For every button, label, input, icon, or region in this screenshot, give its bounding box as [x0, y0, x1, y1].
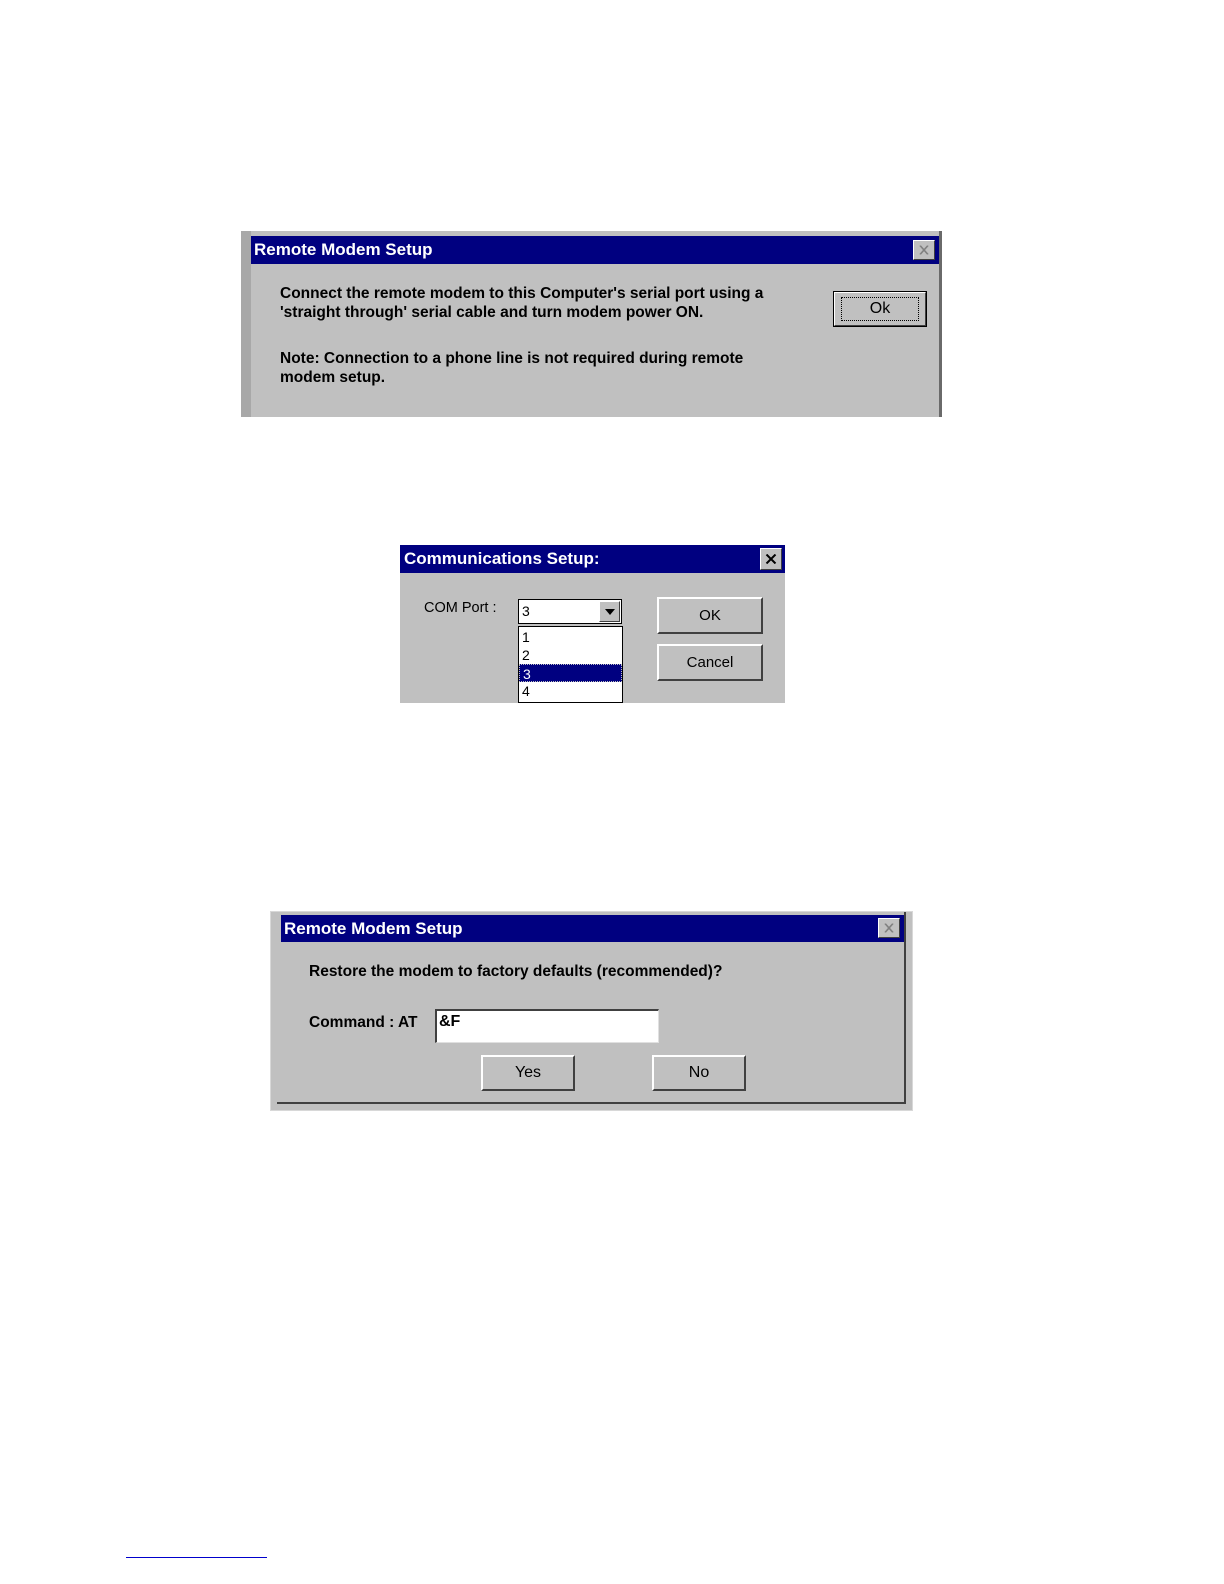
no-button[interactable]	[652, 1055, 746, 1091]
note-line-2: modem setup.	[280, 369, 386, 386]
remote-modem-setup-dialog	[241, 231, 942, 417]
dialog-title: Communications Setup:	[404, 549, 600, 568]
no-button-label: No	[688, 1064, 710, 1081]
message-line-1: Connect the remote modem to this Computer's serial port using a	[280, 285, 764, 302]
yes-button[interactable]	[481, 1055, 575, 1091]
factory-defaults-dialog	[270, 911, 913, 1111]
com-port-option-4[interactable]: 4	[522, 683, 530, 699]
com-port-option-2[interactable]: 2	[522, 647, 530, 663]
close-icon	[884, 924, 894, 933]
ok-button[interactable]	[833, 291, 927, 327]
close-icon	[766, 554, 777, 564]
com-port-option-3[interactable]: 3	[519, 664, 622, 682]
close-button[interactable]	[913, 240, 935, 260]
question-text: Restore the modem to factory defaults (recommended)?	[309, 963, 723, 980]
dialog-title: Remote Modem Setup	[284, 919, 463, 938]
com-port-select[interactable]	[518, 599, 622, 624]
title-bar	[281, 915, 904, 942]
cancel-button[interactable]	[657, 644, 763, 681]
com-port-label: COM Port :	[424, 600, 497, 616]
note-line-1: Note: Connection to a phone line is not required during remote	[280, 350, 744, 367]
dropdown-button[interactable]	[599, 601, 620, 622]
cancel-button-label: Cancel	[686, 654, 734, 671]
yes-button-label: Yes	[514, 1064, 542, 1081]
com-port-selected-value: 3	[522, 603, 530, 619]
communications-setup-dialog	[400, 545, 785, 703]
message-line-2: 'straight through' serial cable and turn modem power ON.	[280, 304, 704, 321]
ok-button[interactable]	[657, 597, 763, 634]
footnote-separator-line	[126, 1557, 267, 1558]
title-bar	[251, 236, 939, 264]
chevron-down-icon	[605, 609, 615, 615]
close-icon	[919, 246, 929, 255]
command-input[interactable]: &F	[435, 1009, 659, 1043]
ok-button-label: OK	[699, 607, 721, 624]
title-bar	[400, 545, 785, 573]
close-button[interactable]	[760, 548, 782, 570]
com-port-dropdown-list	[518, 626, 623, 703]
command-label: Command : AT	[309, 1014, 418, 1031]
com-port-option-1[interactable]: 1	[522, 629, 530, 645]
close-button[interactable]	[878, 918, 900, 938]
dialog-title: Remote Modem Setup	[254, 240, 433, 259]
ok-button-label: Ok	[841, 297, 919, 321]
